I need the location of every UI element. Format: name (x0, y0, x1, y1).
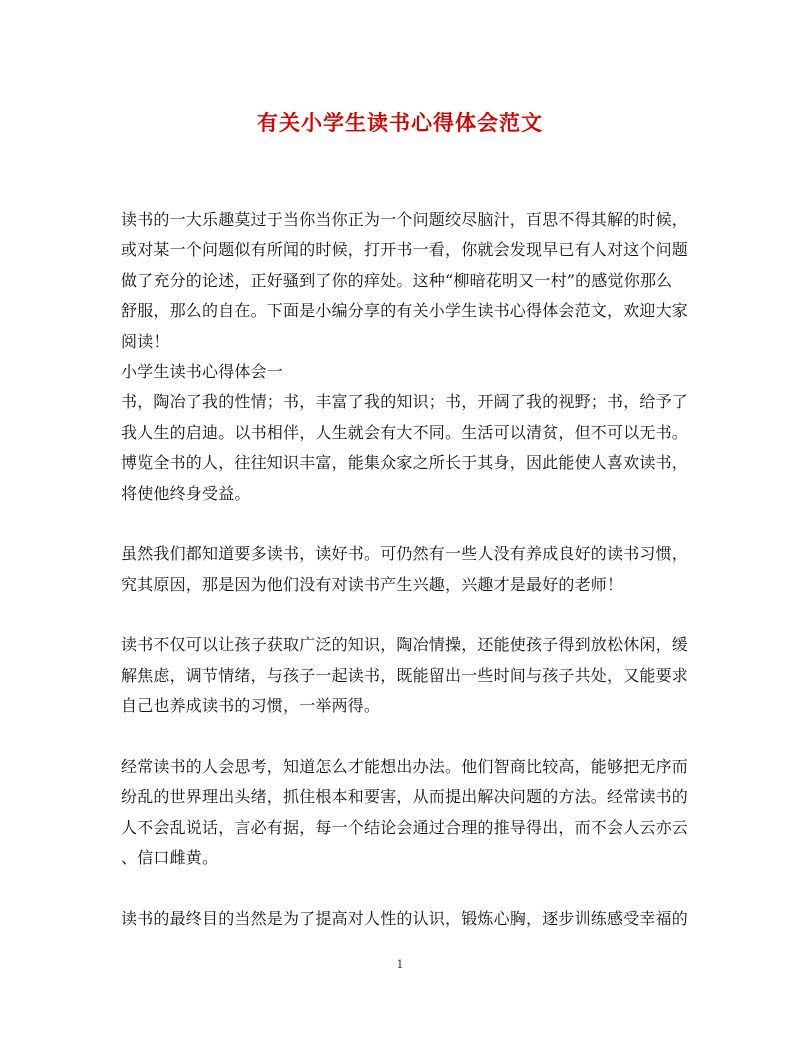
text-line: 究其原因，那是因为他们没有对读书产生兴趣，兴趣才是最好的老师！ (121, 574, 624, 594)
paragraph-spacer (121, 874, 681, 904)
body-paragraph (121, 904, 689, 934)
text-line: 书，陶冶了我的性情；书，丰富了我的知识；书，开阔了我的视野；书，给予了 (121, 392, 689, 412)
text-line: 博览全书的人，往往知识丰富，能集众家之所长于其身，因此能使人喜欢读书， (121, 453, 689, 473)
paragraph-spacer (121, 722, 681, 752)
paragraph-spacer (121, 600, 681, 630)
text-line: 或对某一个问题似有所闻的时候，打开书一看，你就会发现早已有人对这个问题 (121, 240, 689, 260)
body-paragraph (121, 387, 689, 509)
text-line: 自己也养成读书的习惯，一举两得。 (121, 696, 381, 716)
text-line: 读书的一大乐趣莫过于当你当你正为一个问题绞尽脑汁，百思不得其解的时候， (121, 210, 689, 229)
body-paragraph (121, 539, 689, 600)
section-heading (121, 357, 681, 387)
paragraph-spacer (121, 509, 681, 539)
text-line: 、信口雌黄。 (121, 848, 219, 868)
intro-paragraph (121, 205, 689, 357)
page-number: 1 (396, 958, 404, 971)
text-line: 虽然我们都知道要多读书，读好书。可仍然有一些人没有养成良好的读书习惯， (121, 544, 689, 564)
body-paragraph (121, 630, 689, 721)
text-line: 读书不仅可以让孩子获取广泛的知识，陶冶情操，还能使孩子得到放松休闲，缓 (121, 635, 689, 655)
text-line: 解焦虑，调节情绪，与孩子一起读书，既能留出一些时间与孩子共处，又能要求 (121, 665, 689, 685)
text-line: 阅读！ (121, 331, 170, 351)
text-line: 经常读书的人会思考，知道怎么才能想出办法。他们智商比较高，能够把无序而 (121, 757, 689, 777)
text-line: 将使他终身受益。 (121, 483, 251, 503)
text-line: 纷乱的世界理出头绪，抓住根本和要害，从而提出解决问题的方法。经常读书的 (121, 787, 689, 807)
section-heading-text: 小学生读书心得体会一 (121, 361, 284, 381)
body-paragraph (121, 752, 689, 874)
text-line: 人不会乱说话，言必有据，每一个结论会通过合理的推导得出，而不会人云亦云 (121, 817, 689, 837)
text-line: 读书的最终目的当然是为了提高对人性的认识，锻炼心胸，逐步训练感受幸福的 (121, 908, 689, 928)
text-line: 舒服，那么的自在。下面是小编分享的有关小学生读书心得体会范文，欢迎大家 (121, 301, 689, 321)
text-line: 我人生的启迪。以书相伴，人生就会有大不同。生活可以清贫，但不可以无书。 (121, 422, 689, 442)
text-line: 做了充分的论述，正好骚到了你的痒处。这种“柳暗花明又一村”的感觉你那么 (121, 270, 673, 290)
document-body (121, 205, 689, 934)
document-title: 有关小学生读书心得体会范文 (257, 110, 543, 135)
